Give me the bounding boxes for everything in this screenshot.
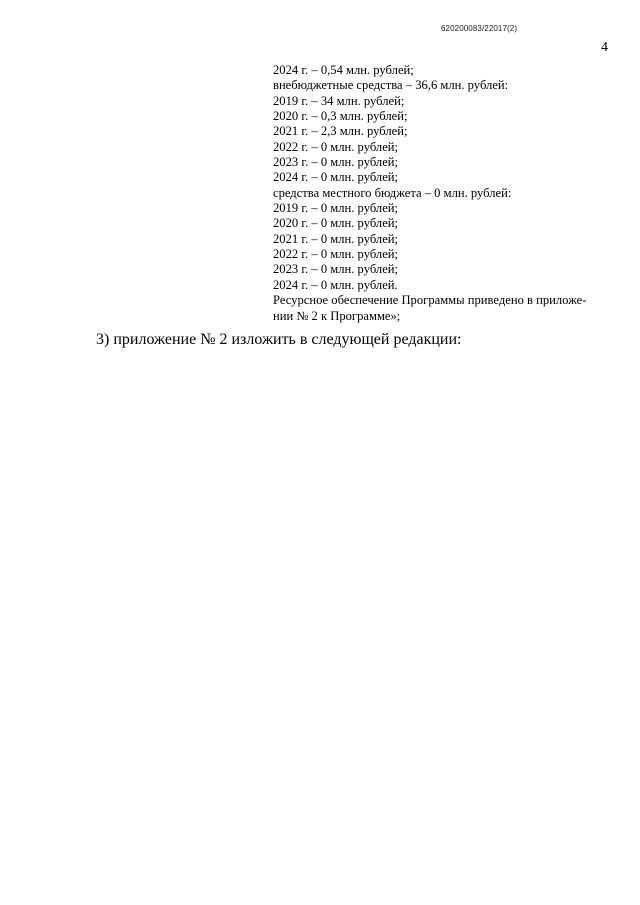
funding-line: 2022 г. – 0 млн. рублей; [273, 139, 399, 154]
funding-line: 2024 г. – 0,54 млн. рублей; [273, 63, 414, 77]
funding-line: 2021 г. – 0 млн. рублей; [273, 231, 399, 246]
funding-line: 2019 г. – 34 млн. рублей; [273, 93, 405, 108]
page-number: 4 [601, 40, 608, 55]
funding-line: 2022 г. – 0 млн. рублей; [273, 247, 399, 262]
funding-line: 2023 г. – 0 млн. рублей; [273, 262, 399, 277]
funding-line: внебюджетные средства – 36,6 млн. рублей: [273, 78, 509, 93]
document-registration-number: 620200083/22017(2) [441, 24, 518, 33]
funding-list [273, 63, 603, 324]
funding-line: 2020 г. – 0,3 млн. рублей; [273, 109, 408, 124]
funding-line: нии № 2 к Программе»; [273, 308, 401, 323]
funding-line: средства местного бюджета – 0 млн. рублей: [273, 185, 512, 200]
funding-line: 2024 г. – 0 млн. рублей. [273, 277, 398, 292]
funding-line: 2021 г. – 2,3 млн. рублей; [273, 124, 408, 139]
funding-line: 2023 г. – 0 млн. рублей; [273, 155, 399, 170]
funding-line: Ресурсное обеспечение Программы приведено в приложе- [273, 293, 587, 308]
funding-line: 2019 г. – 0 млн. рублей; [273, 201, 399, 216]
amendment-instruction: 3) приложение № 2 изложить в следующей редакции: [96, 331, 462, 348]
funding-line: 2024 г. – 0 млн. рублей; [273, 170, 399, 185]
funding-line: 2020 г. – 0 млн. рублей; [273, 216, 399, 231]
